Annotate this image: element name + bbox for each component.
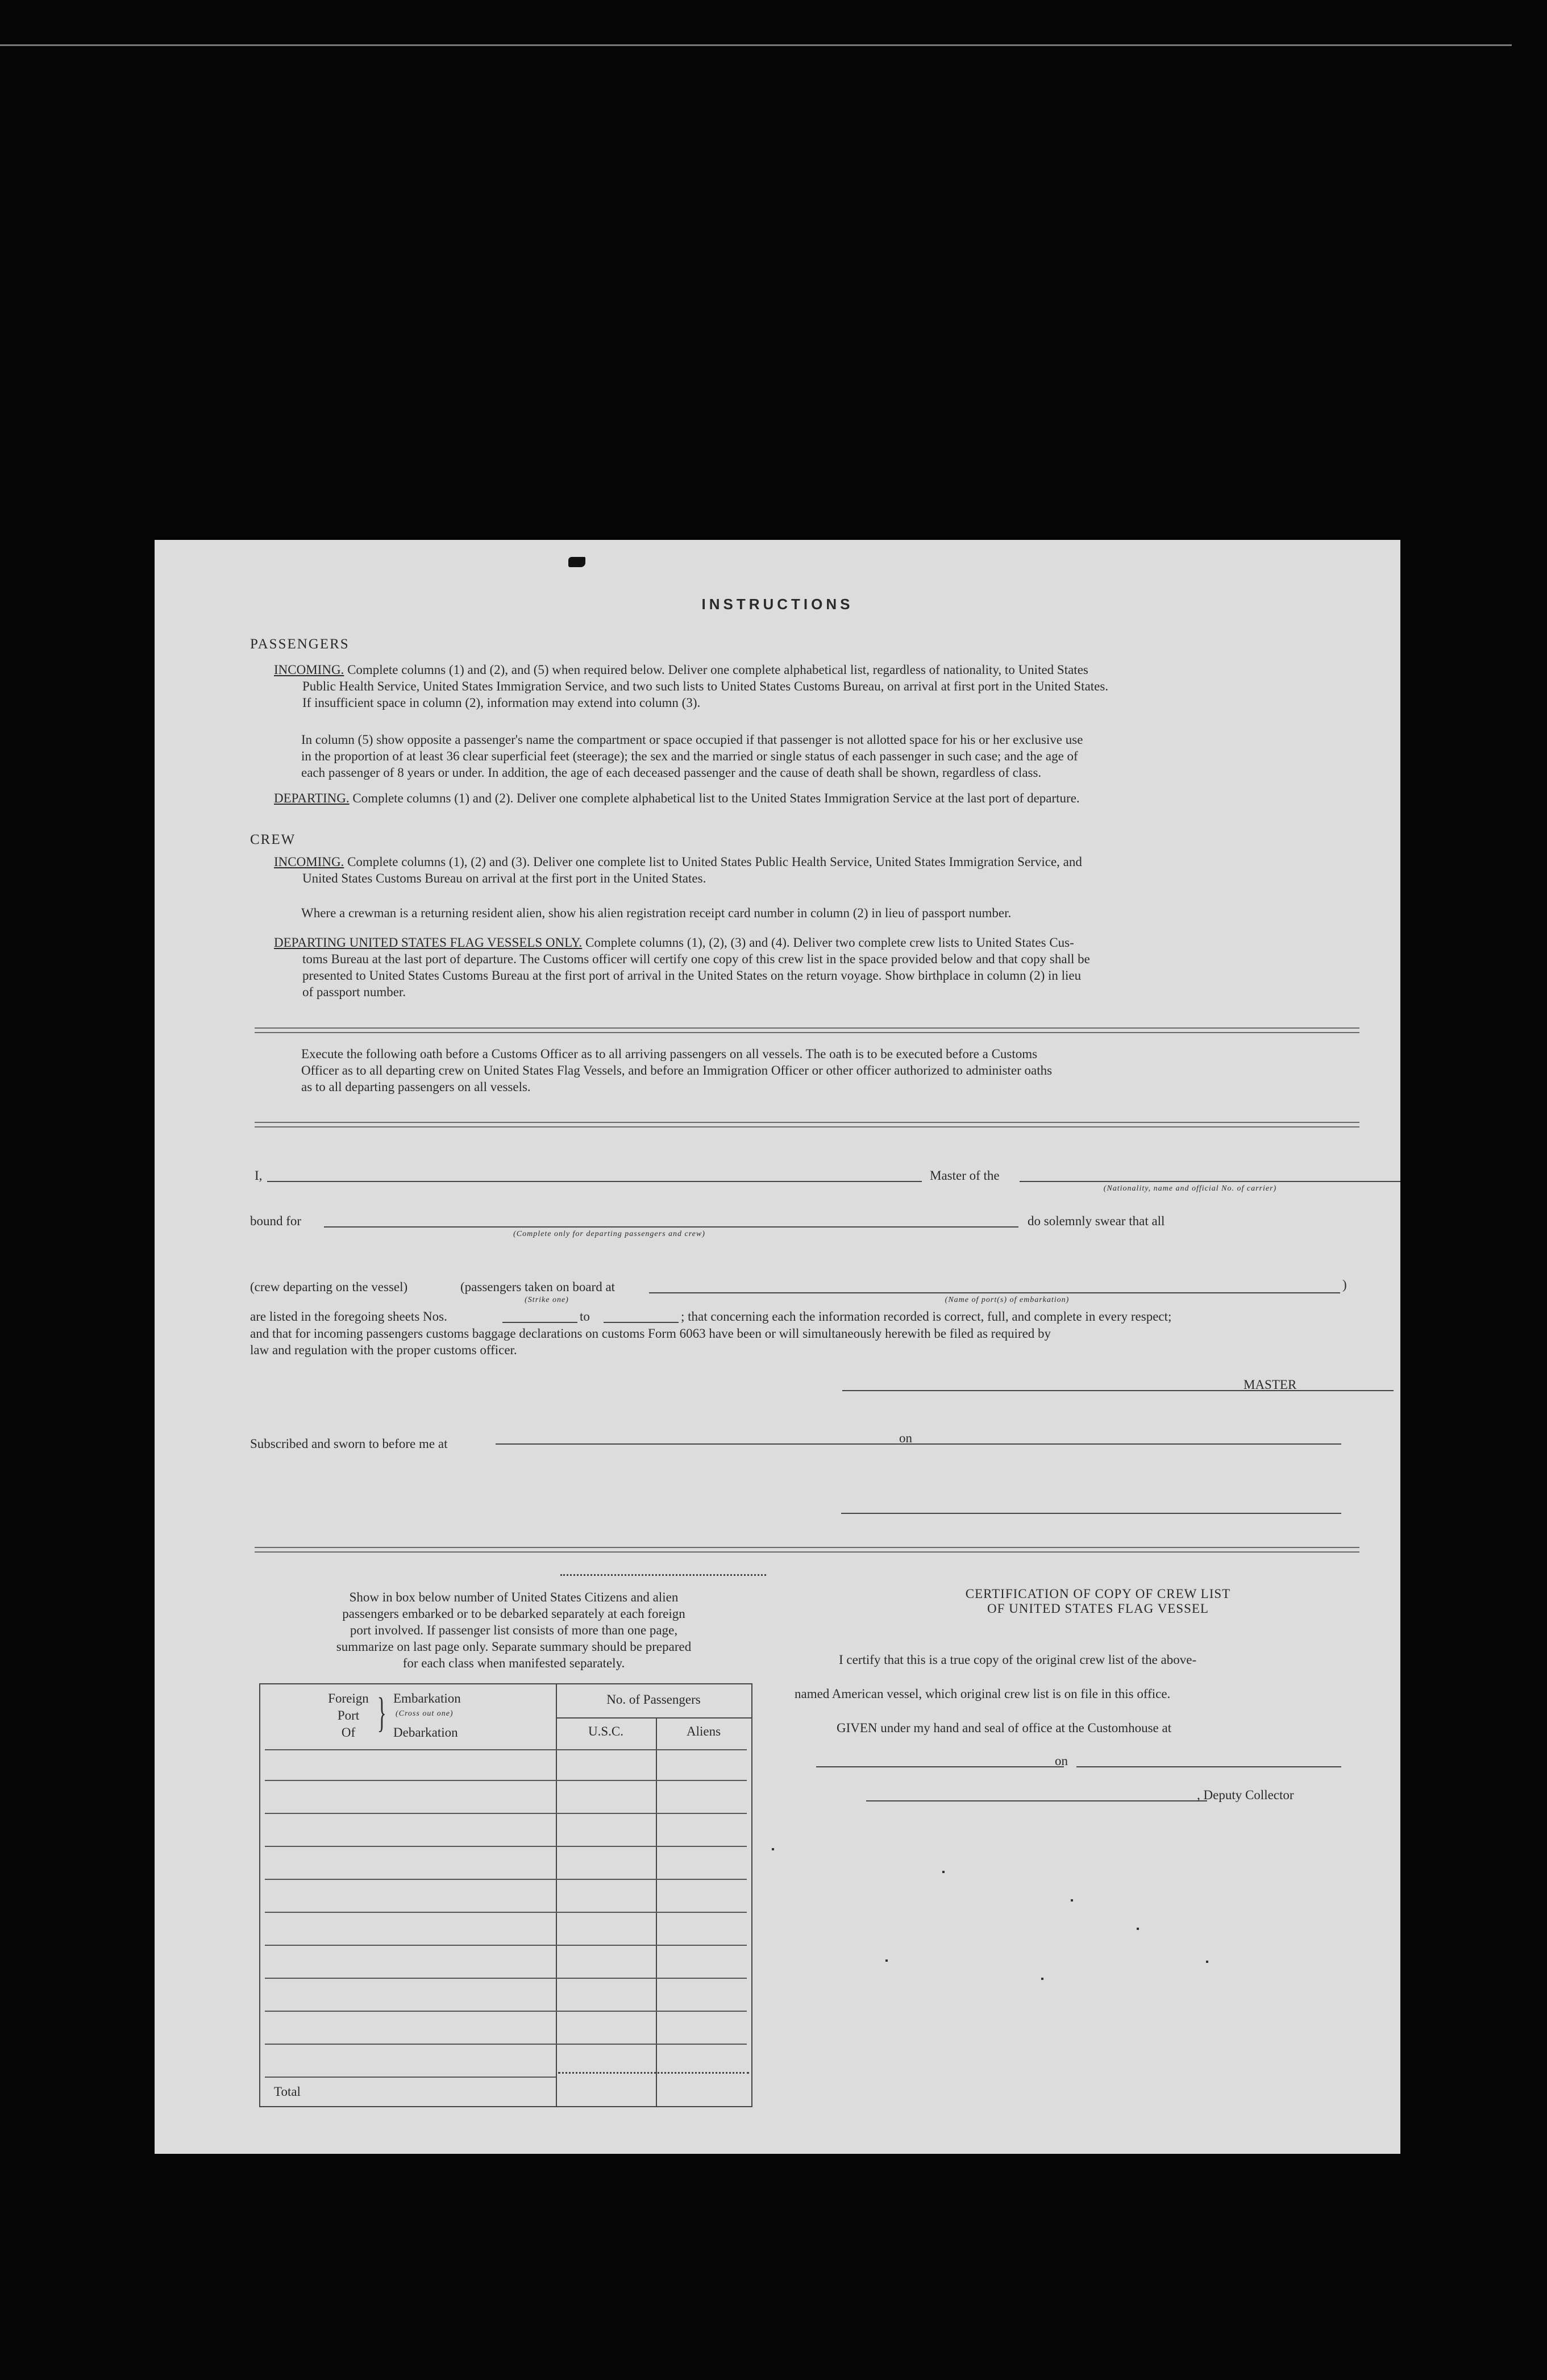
bound-for-line[interactable]: [324, 1226, 1018, 1228]
crew-departing-text: Complete columns (1), (2), (3) and (4). Deliver two complete crew lists to United States Cus-: [585, 935, 1074, 950]
crew-incoming-text: United States Customs Bureau on arrival at the first port in the United States.: [302, 871, 706, 885]
ink-blot: [568, 557, 585, 567]
crew-departing-text: presented to United States Customs Bureau at the first port of arrival in the United States on the return voyage. Show birthplace in column (2) in lieu: [302, 968, 1082, 983]
cert-date-line[interactable]: [1076, 1766, 1341, 1767]
table-row: [265, 1780, 747, 1781]
carrier-line[interactable]: [1020, 1181, 1400, 1182]
master-label: MASTER: [1244, 1378, 1297, 1392]
master-of-label: Master of the: [930, 1168, 1000, 1183]
listed-text: ; that concerning each the information recorded is correct, full, and complete in every respect;: [681, 1309, 1172, 1324]
table-row: [265, 2044, 747, 2045]
table-row: [265, 1749, 747, 1750]
certification-title: [876, 1587, 1320, 1616]
table-row: [265, 2077, 556, 2078]
section-divider: [255, 1027, 1359, 1033]
summary-text: port involved. If passenger list consists of more than one page,: [350, 1623, 678, 1637]
swear-label: do solemnly swear that all: [1028, 1214, 1165, 1228]
page-title: INSTRUCTIONS: [701, 596, 854, 613]
incoming-text: If insufficient space in column (2), information may extend into column (3).: [302, 696, 701, 710]
crew-heading: CREW: [250, 832, 296, 847]
summary-instruction: [286, 1589, 741, 1671]
deputy-signature-line[interactable]: [866, 1800, 1207, 1801]
incoming-text: Complete columns (1) and (2), and (5) when required below. Deliver one complete alphabetical list, regardless of nationality, to United States: [347, 663, 1088, 677]
crew-departing-text: of passport number.: [302, 985, 406, 999]
form-page: [155, 540, 1400, 2154]
sworn-on-label: on: [899, 1431, 912, 1445]
table-row: [265, 1912, 747, 1913]
total-label: Total: [274, 2084, 301, 2099]
section-divider: [255, 1547, 1359, 1553]
oath-instruction: [301, 1046, 1342, 1095]
subscribed-label: Subscribed and sworn to before me at: [250, 1437, 448, 1451]
master-name-line[interactable]: [267, 1181, 922, 1182]
sheet-to-line[interactable]: [604, 1322, 679, 1323]
ink-speck: [772, 1848, 774, 1850]
embarkation-label: Embarkation: [393, 1691, 461, 1705]
crew-departing-label: DEPARTING UNITED STATES FLAG VESSELS ONLY.: [274, 935, 583, 950]
strike-caption: (Strike one): [525, 1296, 569, 1304]
certification-title-line: CERTIFICATION OF COPY OF CREW LIST: [965, 1587, 1231, 1601]
table-row: [265, 1846, 747, 1847]
crew-departing-text: toms Bureau at the last port of departure. The Customs officer will certify one copy of this crew list in the space provided below and that copy shall be: [302, 952, 1090, 966]
ink-speck: [1206, 1961, 1208, 1963]
table-row: [265, 1945, 747, 1946]
departing-text: Complete columns (1) and (2). Deliver one complete alphabetical list to the United States Immigration Service at the last port of departure.: [352, 791, 1080, 805]
sworn-date-line[interactable]: [921, 1443, 1341, 1445]
table-row: [265, 2011, 747, 2012]
col5-text: in the proportion of at least 36 clear superficial feet (steerage); the sex and the married or single status of each passenger in such case; and the age of: [301, 749, 1078, 763]
ink-speck: [1071, 1899, 1073, 1901]
table-row: [265, 1879, 747, 1880]
listed-text: law and regulation with the proper customs officer.: [250, 1343, 517, 1357]
master-signature-line[interactable]: [842, 1390, 1394, 1391]
summary-text: Show in box below number of United States Citizens and alien: [349, 1590, 679, 1604]
debarkation-label: Debarkation: [393, 1725, 458, 1740]
summary-text: passengers embarked or to be debarked separately at each foreign: [342, 1607, 685, 1621]
film-edge-line: [0, 44, 1512, 46]
departing-label: DEPARTING.: [274, 791, 350, 805]
section-divider: [255, 1122, 1359, 1127]
table-row: [265, 1978, 747, 1979]
ink-speck: [1041, 1978, 1043, 1980]
usc-header: U.S.C.: [588, 1724, 623, 1738]
listed-continuation: [250, 1325, 1344, 1358]
listed-text: are listed in the foregoing sheets Nos.: [250, 1309, 447, 1324]
foreign-label: Foreign: [328, 1691, 369, 1705]
dotted-rule: [560, 1574, 766, 1576]
crew-resident-alien: Where a crewman is a returning resident alien, show his alien registration receipt card number in column (2) in lieu of passport number.: [301, 906, 1012, 920]
of-label: Of: [341, 1725, 356, 1740]
total-dotted-rule: [558, 2072, 749, 2074]
listed-text: and that for incoming passengers customs baggage declarations on customs Form 6063 have been or will simultaneously herewith be filed as required by: [250, 1326, 1051, 1341]
crew-incoming: [274, 854, 1342, 887]
ink-speck: [885, 1959, 888, 1962]
bound-for-caption: (Complete only for departing passengers and crew): [513, 1230, 705, 1238]
crew-incoming-text: Complete columns (1), (2) and (3). Deliver one complete list to United States Public Health Service, United States Immigration Service, and: [347, 855, 1082, 869]
ports-caption: (Name of port(s) of embarkation): [945, 1296, 1070, 1304]
carrier-caption: (Nationality, name and official No. of carrier): [1103, 1184, 1277, 1193]
certify-text: GIVEN under my hand and seal of office at the Customhouse at: [837, 1721, 1172, 1735]
crew-departing-option: (crew departing on the vessel): [250, 1280, 408, 1294]
cert-on-label: on: [1055, 1754, 1068, 1768]
brace-glyph: }: [377, 1690, 386, 1736]
embarkation-ports-line[interactable]: [649, 1292, 1340, 1293]
ink-speck: [942, 1871, 945, 1873]
bound-for-label: bound for: [250, 1214, 302, 1228]
certify-text: named American vessel, which original crew list is on file in this office.: [795, 1687, 1171, 1701]
oath-instruction-text: Officer as to all departing crew on United States Flag Vessels, and before an Immigration Officer or other officer authorized to administer oaths: [301, 1063, 1053, 1077]
col5-text: each passenger of 8 years or under. In addition, the age of each deceased passenger and the cause of death shall be shown, regardless of class.: [301, 765, 1042, 780]
officer-signature-line[interactable]: [841, 1513, 1341, 1514]
passengers-departing: [274, 790, 1342, 806]
table-header-divider: [556, 1717, 751, 1719]
col5-text: In column (5) show opposite a passenger's name the compartment or space occupied if that passenger is not allotted space for his or her exclusive use: [301, 733, 1083, 747]
table-column-divider: [556, 1684, 557, 2106]
passenger-summary-table: [259, 1683, 752, 2107]
cross-out-caption: (Cross out one): [396, 1709, 454, 1718]
summary-text: for each class when manifested separately.: [402, 1656, 625, 1670]
port-label: Port: [337, 1708, 360, 1722]
crew-incoming-label: INCOMING.: [274, 855, 344, 869]
certify-text: I certify that this is a true copy of the original crew list of the above-: [839, 1653, 1197, 1667]
ink-speck: [1137, 1928, 1139, 1930]
incoming-label: INCOMING.: [274, 663, 344, 677]
sheet-from-line[interactable]: [502, 1322, 577, 1323]
column-5-instructions: [301, 731, 1342, 781]
customhouse-line[interactable]: [816, 1766, 1064, 1767]
no-passengers-header: No. of Passengers: [606, 1692, 701, 1707]
summary-text: summarize on last page only. Separate summary should be prepared: [336, 1640, 692, 1654]
aliens-header: Aliens: [686, 1724, 721, 1738]
passengers-taken-option: (passengers taken on board at: [460, 1280, 616, 1294]
oath-instruction-text: Execute the following oath before a Customs Officer as to all arriving passengers on all vessels. The oath is to be executed before a Customs: [301, 1047, 1038, 1061]
listed-to: to: [580, 1309, 590, 1324]
close-paren: ): [1342, 1278, 1347, 1292]
certification-title-line: OF UNITED STATES FLAG VESSEL: [987, 1601, 1209, 1616]
incoming-text: Public Health Service, United States Immigration Service, and two such lists to United States Customs Bureau, on arrival at first port in the United States.: [302, 679, 1109, 693]
crew-departing: [274, 934, 1342, 1000]
deputy-collector-label: , Deputy Collector: [1197, 1788, 1294, 1802]
passengers-incoming: [274, 661, 1342, 711]
passengers-heading: PASSENGERS: [250, 636, 350, 652]
table-row: [265, 1813, 747, 1814]
oath-instruction-text: as to all departing passengers on all vessels.: [301, 1080, 531, 1094]
oath-i-label: I,: [255, 1168, 263, 1183]
